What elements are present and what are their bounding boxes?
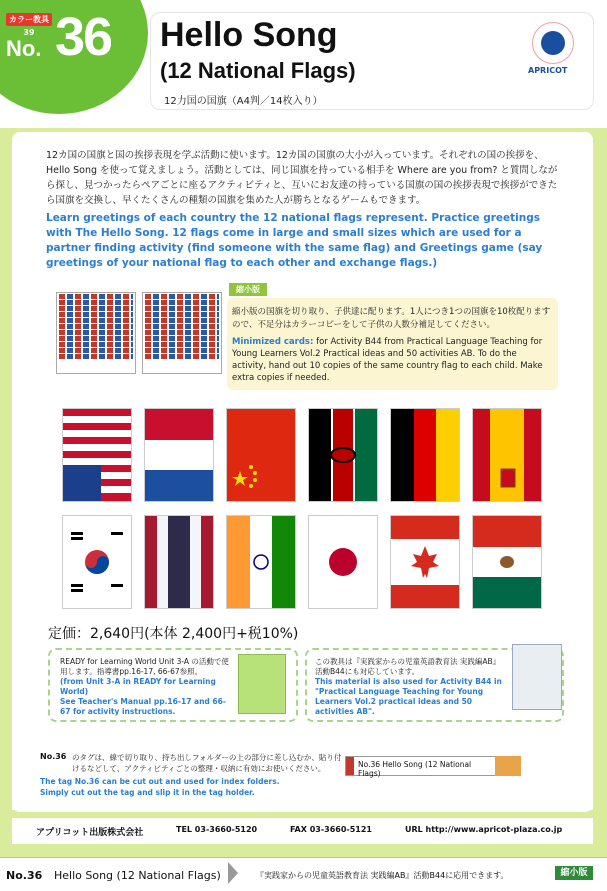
canada-flag [390, 515, 460, 609]
number-value: 36 [55, 7, 112, 67]
minimized-tag: 縮小版 [228, 282, 268, 297]
logo-text: APRICOT [528, 66, 568, 75]
spain-flag [472, 408, 542, 502]
minimized-en: Minimized cards: for Activity B44 from Practical Language Teaching for Young Learners Vol.2 Practical ideas and 50 activities AB. To do the activity, hand out 10 copies of the same country flag to each child. Make extra copies if needed. [232, 337, 543, 383]
description-jp: 12カ国の国旗と国の挨拶表現を学ぶ活動に使います。12カ国の国旗の大小が入っています。それぞれの国の挨拶を、Hello Song を使って覚えましょう。活動としては、同じ国旗を持っている相手を Where are you from? と質問しながら探し、見つかったらペアごとに座るアクティビティと、互いにお友達の持っている国旗の国の挨拶表現で挨拶ができたら国旗を交換し、早くたくさんの種類の国旗を集めた人が勝ちとなるゲームもできます。 [46, 150, 558, 206]
number-prefix: No. [6, 36, 42, 61]
band-tag: 縮小版 [555, 866, 593, 880]
band-jp: 『実践家からの児童英語教育法 実践編AB』活動B44に応用できます。 [256, 871, 509, 880]
ready-book-image [238, 654, 286, 714]
netherlands-flag [144, 408, 214, 502]
tag-en: The tag No.36 can be cut out and used for index folders. Simply cut out the tag and slip it in the tag holder. [40, 777, 280, 797]
band-title: Hello Song (12 National Flags) [54, 869, 221, 882]
thumbnail-sheet [142, 292, 222, 374]
tag-number: No.36 [40, 752, 67, 761]
usa-flag [62, 408, 132, 502]
minimized-thumbnails [56, 292, 216, 372]
south-korea-flag [62, 515, 132, 609]
practical-card-text: この教具は『実践家からの児童英語教育法 実践編AB』活動B44にも対応しています。 This material is also used for Activity B44 in "Practical Language Teaching for Young Learners Vol.2 practical ideas and 50 activities AB". [315, 657, 502, 716]
practical-book-image [512, 644, 562, 710]
minimized-jp: 縮小版の国旗を切り取り、子供達に配ります。1人につき1つの国旗を10枚配りますので、不足分はカラーコピーをして子供の人数分補足してください。 [232, 307, 551, 330]
mexico-flag [472, 515, 542, 609]
kenya-flag [308, 408, 378, 502]
index-tag[interactable]: No.36 Hello Song (12 National Flags) [345, 756, 497, 776]
page-title: Hello Song [160, 16, 338, 54]
tag-jp: のタグは、線で切り取り、持ち出しフォルダーの上の部分に差し込むか、貼り付けるなどして、アクティビティごとの整理・収納に有効にお使いください。 [72, 753, 342, 773]
ready-card-text: READY for Learning World Unit 3-A の活動で使用します。指導書pp.16-17, 66-67参照。 (from Unit 3-A in READY for Learning World) See Teacher's Manual pp.16-17 and 66-67 for activity instructions. [60, 657, 229, 716]
product-spec: 12力国の国旗（A4判／14枚入り） [164, 96, 323, 107]
company-name: アプリコット出版株式会社 [36, 828, 144, 838]
germany-flag [390, 408, 460, 502]
category-tag: カラー教具39 [6, 13, 52, 26]
japan-flag [308, 515, 378, 609]
fax: FAX 03-3660-5121 [290, 825, 372, 834]
band-number: No.36 [6, 869, 43, 882]
thumbnail-sheet [56, 292, 136, 374]
index-tag-tab [495, 756, 521, 776]
india-flag [226, 515, 296, 609]
tel: TEL 03-3660-5120 [176, 825, 258, 834]
apricot-logo-icon [532, 22, 574, 64]
price: 定価：2,640円(本体 2,400円+税10%) [48, 626, 299, 642]
page-subtitle: (12 National Flags) [160, 58, 356, 83]
website-link[interactable]: URL http://www.apricot-plaza.co.jp [405, 825, 563, 834]
description-en: Learn greetings of each country the 12 national flags represent. Practice greetings with The Hello Song. 12 flags come in large and small sizes which are used for a partner finding activity (find someone with the same flag) and Greetings game (say greetings of your national flag to each other and exchange flags.) [46, 212, 543, 269]
china-flag [226, 408, 296, 502]
chevron-right-icon [228, 862, 238, 884]
thailand-flag [144, 515, 214, 609]
